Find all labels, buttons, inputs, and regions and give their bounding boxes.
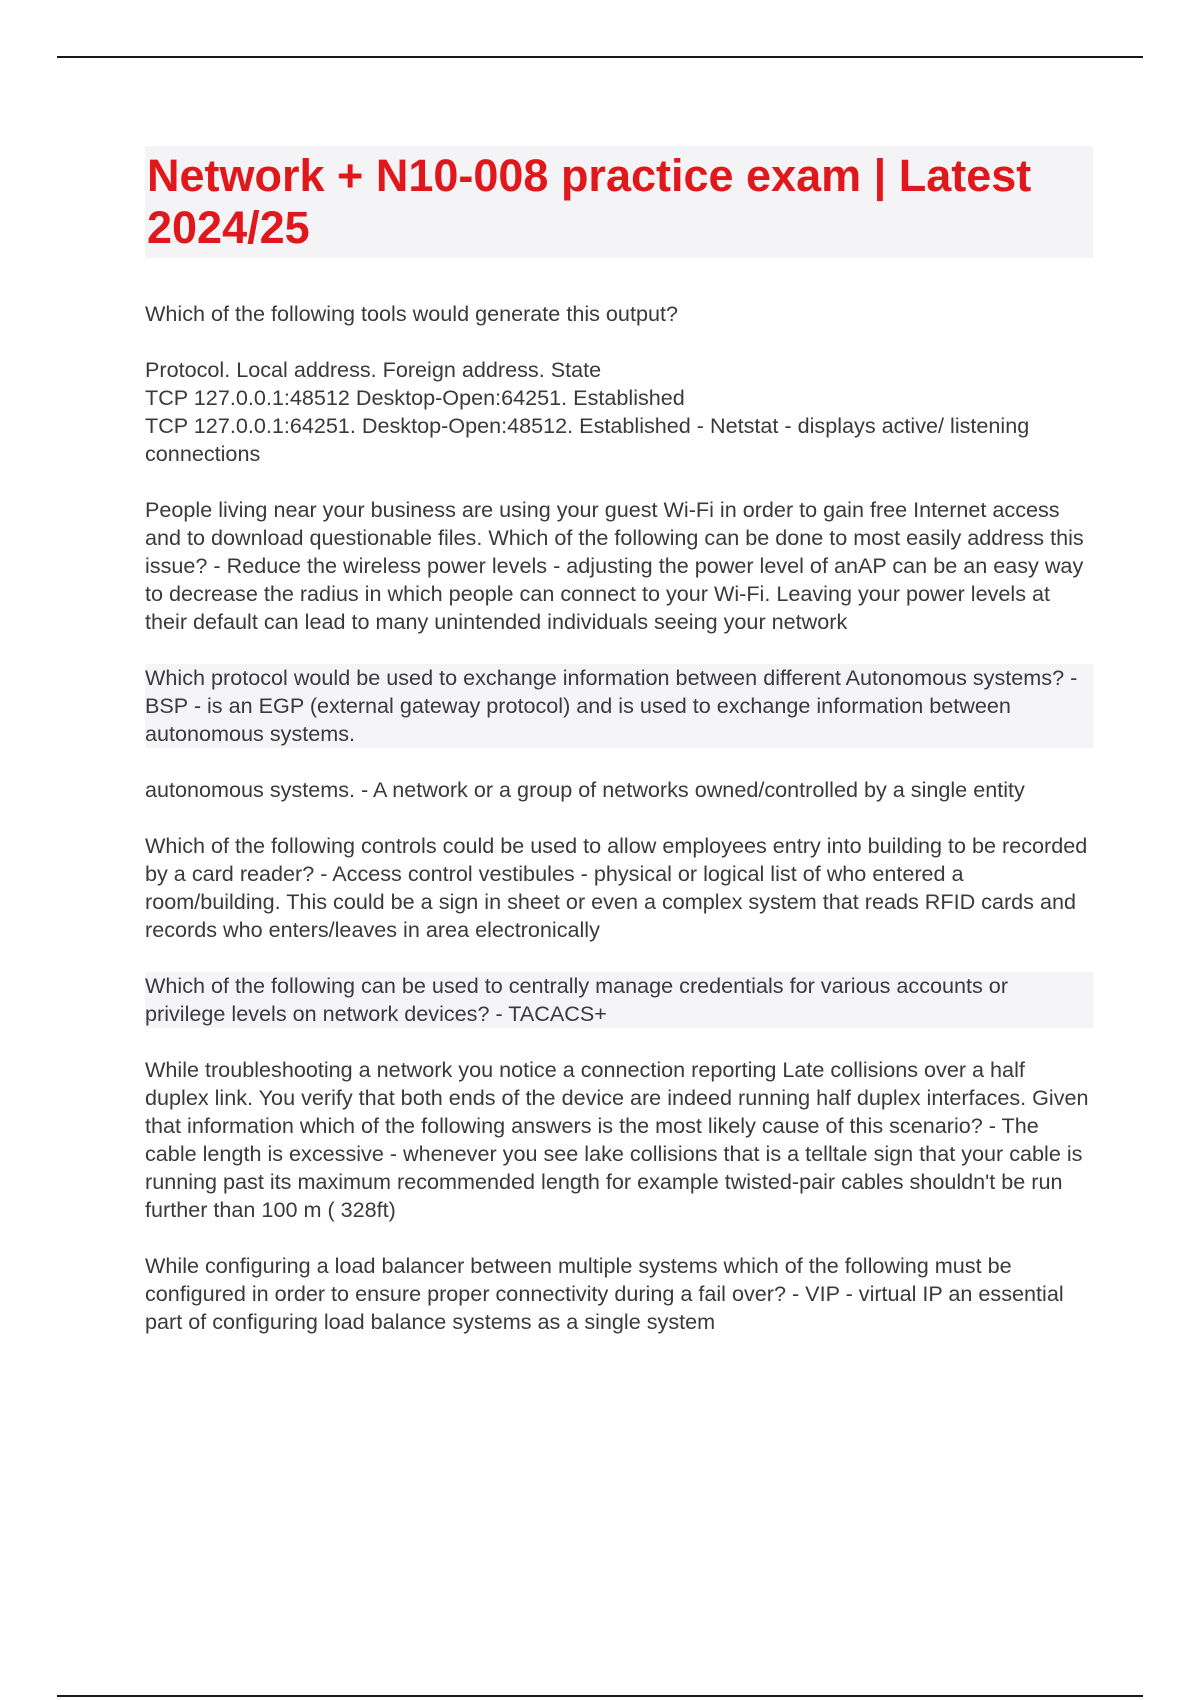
entry-text: Which of the following can be used to centrally manage credentials for various accounts or privilege levels on network devices? - TACACS+ <box>145 973 1009 1026</box>
entry-text: Which of the following controls could be used to allow employees entry into building to be recorded by a card reader? - Access control vestibules - physical or logical list of who entered a room/building. This could be a sign in sheet or even a complex system that reads RFID cards and records who enters/leaves in area electronically <box>145 833 1088 942</box>
qa-entry <box>145 356 1093 468</box>
entry-text: People living near your business are using your guest Wi-Fi in order to gain free Internet access and to download questionable files. Which of the following can be done to most easily address this issue? - Reduce the wireless power levels - adjusting the power level of anAP can be an easy way to decrease the radius in which people can connect to your Wi-Fi. Leaving your power levels at their default can lead to many unintended individuals seeing your network <box>145 497 1084 634</box>
entry-text: While troubleshooting a network you notice a connection reporting Late collisions over a half duplex link. You verify that both ends of the device are indeed running half duplex interfaces. Given that information which of the following answers is the most likely cause of this scenario? - The cable length is excessive - whenever you see lake collisions that is a telltale sign that your cable is running past its maximum recommended length for example twisted-pair cables shouldn't be run further than 100 m ( 328ft) <box>145 1057 1089 1222</box>
qa-entry <box>145 664 1093 748</box>
entry-text: Which of the following tools would generate this output? <box>145 301 678 326</box>
bottom-rule <box>57 1695 1143 1697</box>
qa-entry <box>145 776 1093 804</box>
entry-text: TCP 127.0.0.1:64251. Desktop-Open:48512. Established - Netstat - displays active/ listening connections <box>145 413 1030 466</box>
entry-text: Protocol. Local address. Foreign address. State <box>145 357 602 382</box>
qa-entry <box>145 496 1093 636</box>
qa-entry <box>145 832 1093 944</box>
entry-text: Which protocol would be used to exchange information between different Autonomous systems? - BSP - is an EGP (external gateway protocol) and is used to exchange information between autonomous systems. <box>145 665 1078 746</box>
entry-text: autonomous systems. - A network or a group of networks owned/controlled by a single entity <box>145 777 1025 802</box>
entry-text: TCP 127.0.0.1:48512 Desktop-Open:64251. Established <box>145 385 685 410</box>
qa-entry <box>145 300 1093 328</box>
entry-text: While configuring a load balancer between multiple systems which of the following must be configured in order to ensure proper connectivity during a fail over? - VIP - virtual IP an essential part of configuring load balance systems as a single system <box>145 1253 1064 1334</box>
top-rule <box>57 56 1143 58</box>
qa-entry <box>145 1252 1093 1336</box>
qa-entry <box>145 972 1093 1028</box>
title-block <box>145 146 1093 258</box>
page-title: Network + N10-008 practice exam | Latest 2024/25 <box>147 150 1032 253</box>
document-body <box>145 146 1093 1364</box>
qa-entry <box>145 1056 1093 1224</box>
